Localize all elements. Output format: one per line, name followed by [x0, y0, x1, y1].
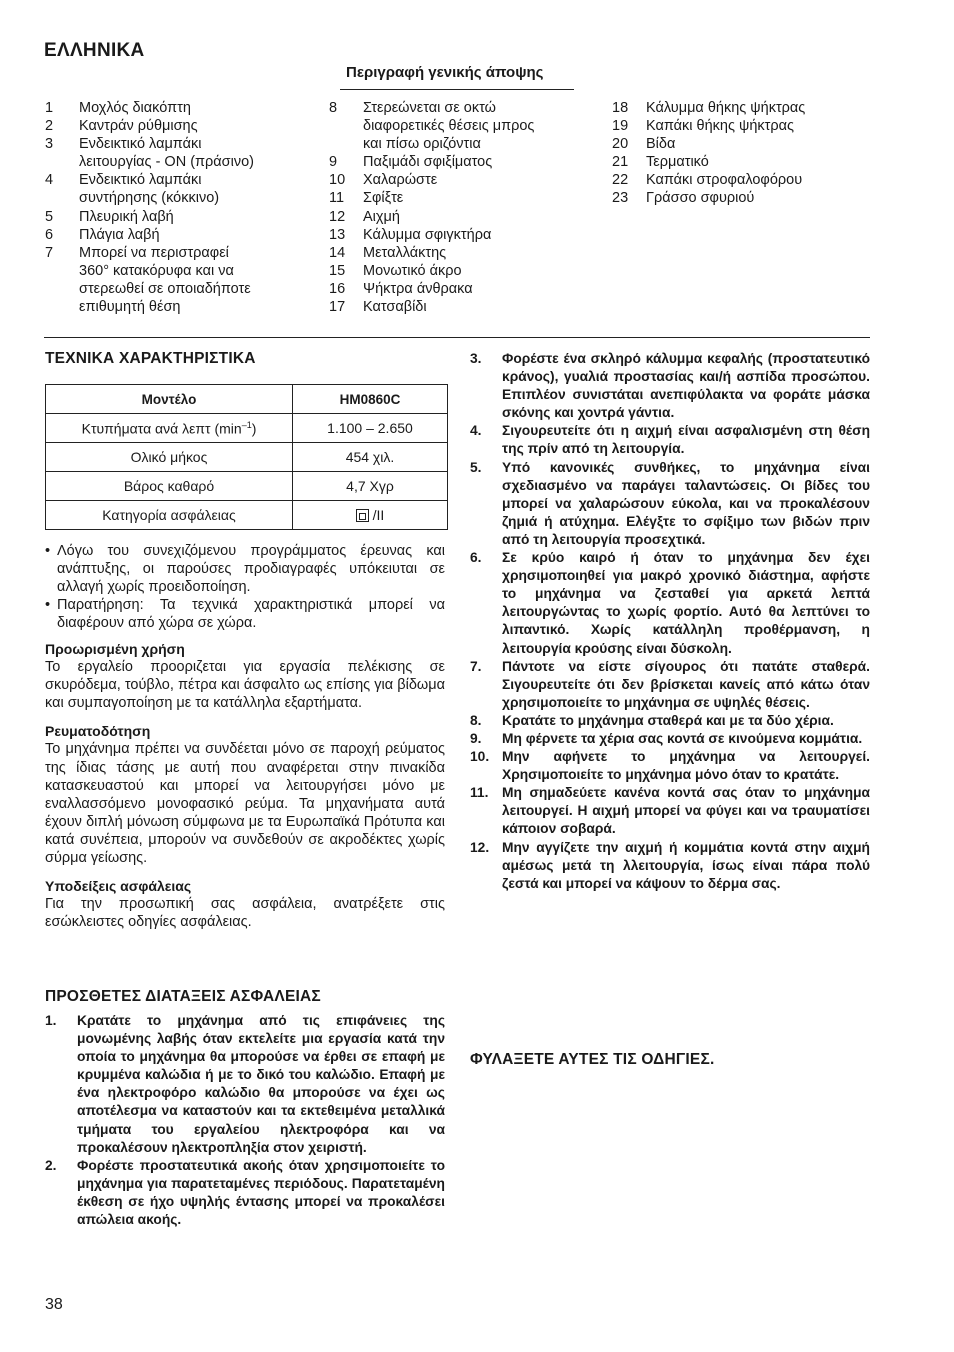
spec-value: /II [293, 501, 448, 530]
part-label [646, 171, 892, 189]
safety-rule [470, 839, 870, 893]
part-label-line: Στερεώνεται σε οκτώ [363, 100, 496, 116]
part-label-line: Γράσσο σφυριού [646, 190, 755, 207]
specifications-heading: ΤΕΧΝΙΚΑ ΧΑΡΑΚΤΗΡΙΣΤΙΚΑ [45, 350, 256, 367]
part-item [45, 244, 315, 316]
intended-use-text: Το εργαλείο προοριζεται για εργασία πελέκισης σε σκυρόδεμα, τούβλο, πέτρα και άσφαλτο ως επίσης για βίδωμα και συμπαγοποίηση με τα κατάλληλα εξαρτήματα. [45, 659, 445, 712]
safety-rule-text: Μη σημαδεύετε κανένα κοντά σας όταν το μηχάνημα λειτουργεί. Η αιχμή μπορεί να φύγει και να τραυματίσει κάποιον σοβαρά. [502, 785, 870, 837]
spec-note: • Λόγω του συνεχιζόμενου προγράμματος έρευνας και ανάπτυξης, οι παρούσες προδιαγραφές υπόκειυται σε αλλαγή χωρίς προειδοποίηση. [45, 543, 445, 596]
safety-rule [45, 1012, 445, 1157]
part-number: 14 [329, 244, 346, 261]
part-label [363, 262, 599, 280]
part-item [45, 135, 315, 171]
safety-tips-heading: Υποδείξεις ασφάλειας [45, 878, 192, 895]
part-number: 11 [329, 190, 345, 207]
safety-rules-left [45, 1012, 445, 1229]
part-item [612, 99, 892, 117]
safety-rule [470, 658, 870, 712]
part-number: 5 [45, 208, 54, 225]
safety-rule-number: 6. [470, 550, 482, 566]
part-label [363, 99, 599, 153]
part-number: 15 [329, 262, 346, 279]
info-sections [45, 640, 445, 931]
part-label [363, 171, 599, 189]
part-label [646, 153, 892, 171]
specifications-table [45, 384, 448, 530]
part-label [363, 280, 599, 298]
part-number: 1 [45, 100, 54, 116]
part-label-line: Μονωτικό άκρο [363, 262, 462, 279]
spec-header-label: Μοντέλο [46, 385, 293, 414]
spec-notes [45, 542, 445, 632]
part-number: 6 [45, 226, 54, 243]
part-label-line: Ενδεικτικό λαμπάκι [79, 172, 202, 189]
safety-rules-right [470, 350, 870, 893]
part-number: 21 [612, 154, 629, 171]
page-number: 38 [45, 1296, 63, 1313]
part-label [363, 208, 599, 226]
safety-tips-text: Για την προσωπική σας ασφάλεια, ανατρέξετε στις εσώκλειστες οδηγίες ασφάλειας. [45, 896, 445, 931]
part-label-line: λειτουργίας - ΟΝ (πράσινο) [79, 154, 254, 171]
part-label [79, 135, 315, 171]
part-item [329, 171, 599, 189]
part-item [45, 208, 315, 226]
part-label [363, 189, 599, 207]
safety-rule-number: 10. [470, 749, 490, 765]
part-label-line: Πλάγια λαβή [79, 226, 160, 243]
language-heading: ΕΛΛΗΝΙΚΑ [44, 40, 145, 61]
safety-rule [470, 748, 870, 784]
double-insulation-icon [356, 509, 369, 522]
part-label [363, 244, 599, 262]
part-number: 8 [329, 100, 338, 116]
part-label-line: Καπάκι στροφαλοφόρου [646, 172, 803, 189]
part-item [45, 226, 315, 244]
overview-title: Περιγραφή γενικής άποψης [346, 64, 544, 81]
part-item [329, 298, 599, 316]
spec-label: Κατηγορία ασφάλειας [46, 501, 293, 530]
part-item [329, 189, 599, 207]
safety-rule-number: 4. [470, 423, 482, 439]
part-item [45, 117, 315, 135]
spec-label: Βάρος καθαρό [46, 472, 293, 501]
part-number: 4 [45, 172, 54, 189]
part-number: 19 [612, 118, 629, 135]
power-supply-text: Το μηχάνημα πρέπει να συνδέεται μόνο σε παροχή ρεύματος της ίδιας τάσης με αυτή που αναφέρεται στην πινακίδα κατασκευαστού και μπορεί να λειτουργήσει μόνο με εναλλασσόμενο μονοφασικό ρεύμα. Τα μηχανήματα αυτά έχουν διπλή μόνωση σύμφωνα με τα Ευρωπαϊκά Πρότυπα και κατά συνέπεια, μπορούν να συνδεθούν σε ακροδέκτες χωρίς σύρμα γείωσης. [45, 741, 445, 867]
safety-rule-number: 7. [470, 658, 482, 674]
spec-value: 4,7 Χγρ [293, 472, 448, 501]
parts-list-column-2 [329, 99, 599, 316]
safety-rule [470, 549, 870, 658]
safety-rule-text: Μην αγγίζετε την αιχμή ή κομμάτια κοντά στην αιχμή αμέσως μετά τη λλειτουργία, ίσως είναι πάρα πολύ ζεστά και μπορεί να κάψουν το δέρμα σας. [502, 839, 870, 891]
part-label-line: Ψήκτρα άνθρακα [363, 280, 473, 297]
part-label [363, 153, 599, 171]
part-label [79, 171, 315, 207]
safety-rule-text: Υπό κανονικές συνθήκες, το μηχάνημα είναι σχεδιασμένο να παράγει ταλαντώσεις. Οι βίδες του μπορεί να χαλαρώσουν εύκολα, και να προκαλέσουν ζημιά ή ατύχημα. Ελέγξτε το σφίξιμο των βιδών πριν από τη λειτουργία προσεχτικά. [502, 459, 870, 547]
spec-label: Κτυπήματα ανά λεπτ $(\min^{-1})$ [46, 414, 293, 443]
part-label-line: στερεωθεί σε οποιαδήποτε [79, 280, 251, 297]
part-number: 23 [612, 190, 629, 207]
part-label [646, 135, 892, 153]
safety-rule-text: Σε κρύο καιρό ή όταν το μηχάνημα δεν έχει χρησιμοποιηθεί για μακρό χρονικό διάστημα, αφήστε το μηχάνημα να ζεσταθεί για αρκετά λεπτά λειτουργώντας το χωρίς φορτίο. Αυτό θα λεπτύνει το λιπαντικό. Χωρίς κατάλληλη προθέρμανση, η λειτουργία κρούσης είναι δύσκολη. [502, 550, 870, 656]
part-label-line: Πλευρική λαβή [79, 208, 174, 225]
part-label-line: Τερματικό [646, 154, 709, 171]
part-item [329, 226, 599, 244]
power-supply-heading: Ρευματοδότηση [45, 723, 151, 740]
part-number: 18 [612, 100, 629, 116]
spec-row [46, 501, 448, 530]
safety-rule-text: Μην αφήνετε το μηχάνημα να λειτουργεί. Χρησιμοποιείτε το μηχάνημα μόνο όταν το κρατάτε. [502, 749, 870, 783]
part-label [646, 117, 892, 135]
section-divider [44, 337, 870, 338]
part-number: 13 [329, 226, 346, 243]
part-label [79, 244, 315, 316]
spec-header-row [46, 385, 448, 414]
spec-header-model: HM0860C [293, 385, 448, 414]
part-item [329, 262, 599, 280]
part-number: 17 [329, 299, 346, 316]
part-label [79, 226, 315, 244]
part-label-line: Κατσαβίδι [363, 299, 427, 316]
part-number: 9 [329, 154, 338, 171]
part-item [329, 208, 599, 226]
safety-rule-number: 3. [470, 351, 482, 366]
part-number: 12 [329, 208, 346, 225]
part-number: 2 [45, 118, 54, 135]
safety-rule-number: 11. [470, 785, 489, 801]
spec-label: Ολικό μήκος [46, 443, 293, 472]
safety-rule [470, 350, 870, 422]
part-label-line: και πίσω οριζόντια [363, 136, 481, 153]
part-label-line: Μπορεί να περιστραφεί [79, 244, 229, 261]
part-item [45, 99, 315, 117]
safety-rule-number: 9. [470, 730, 482, 746]
part-label-line: Μεταλλάκτης [363, 244, 447, 261]
part-label-line: Καντράν ρύθμισης [79, 118, 198, 135]
overview-title-underline [340, 89, 574, 90]
safety-rule [470, 784, 870, 838]
part-label-line: Μοχλός διακόπτη [79, 100, 191, 116]
spec-row [46, 443, 448, 472]
safety-rule-text: Μη φέρνετε τα χέρια σας κοντά σε κινούμενα κομμάτια. [502, 730, 863, 746]
part-label-line: επιθυμητή θέση [79, 299, 181, 316]
additional-safety-heading: ΠΡΟΣΘΕΤΕΣ ΔΙΑΤΑΞΕΙΣ ΑΣΦΑΛΕΙΑΣ [45, 988, 321, 1005]
part-number: 10 [329, 172, 346, 189]
save-instructions: ΦΥΛΑΞΕΤΕ ΑΥΤΕΣ ΤΙΣ ΟΔΗΓΙΕΣ. [470, 1051, 715, 1068]
part-label-line: διαφορετικές θέσεις μπρος [363, 118, 535, 135]
safety-rule-number: 2. [45, 1157, 57, 1173]
part-number: 20 [612, 136, 629, 153]
part-label [363, 226, 599, 244]
spec-value: 1.100 – 2.650 [293, 414, 448, 443]
safety-rule-text: Φορέστε ένα σκληρό κάλυμμα κεφαλής (προστατευτικό κράνος), γυαλιά προστασίας και/ή ασπίδα προσώπου. Επιπλέον συνιστάται ανεπιφύλακτα να φοράτε μάσκα σκόνης και χοντρά γάντια. [502, 351, 870, 421]
part-number: 3 [45, 136, 54, 153]
spec-note: • Παρατήρηση: Τα τεχνικά χαρακτηριστικά μπορεί να διαφέρουν από χώρα σε χώρα. [45, 597, 445, 632]
parts-list-column-3 [612, 99, 892, 208]
part-label-line: Κάλυμμα σφιγκτήρα [363, 226, 492, 243]
part-label-line: Αιχμή [363, 208, 400, 225]
part-label-line: 360° κατακόρυφα και να [79, 262, 234, 279]
part-item [612, 153, 892, 171]
part-item [329, 244, 599, 262]
part-label [646, 99, 892, 117]
part-label [79, 99, 315, 117]
safety-rule-number: 12. [470, 839, 490, 855]
safety-rule-text: Φορέστε προστατευτικά ακοής όταν χρησιμοποιείτε το μηχάνημα για παρατεταμένες περιόδους. Παρατεταμένη έκθεση σε ήχο υψηλής έντασης μπορεί να προκαλέσει απώλεια ακοής. [77, 1157, 445, 1228]
safety-rule-text: Κρατάτε το μηχάνημα από τις επιφάνειες της μονωμένης λαβής όταν εκτελείτε μια εργασία κατά την οποία το μηχάνημα θα μπορούσε να έρθει σε επαφή με κρυμμένα καλώδια ή με το δικό του καλώδιο. Επαφή με ένα ηλεκτροφόρο καλώδιο θα μπορούσε να έχει ως αποτέλεσμα να καταστούν και τα εκτεθειμένα μεταλλικά τμήματα του εργαλείου ηλεκτροφόρα και να προκαλέσουν ηλεκτροπληξία στον χειριστή. [77, 1013, 445, 1155]
part-item [612, 135, 892, 153]
part-item [329, 280, 599, 298]
intended-use-heading: Προωρισμένη χρήση [45, 641, 185, 657]
part-label-line: Ενδεικτικό λαμπάκι [79, 136, 202, 153]
part-item [329, 99, 599, 153]
part-label [79, 117, 315, 135]
part-label [363, 298, 599, 316]
part-number: 22 [612, 172, 629, 189]
safety-rule [470, 459, 870, 549]
spec-value: 454 χιλ. [293, 443, 448, 472]
part-item [329, 153, 599, 171]
safety-rule-text: Κρατάτε το μηχάνημα σταθερά και με τα δύο χέρια. [502, 712, 834, 728]
part-number: 7 [45, 244, 54, 261]
safety-rule-number: 8. [470, 712, 482, 728]
part-item [612, 189, 892, 207]
safety-rule-number: 1. [45, 1013, 57, 1028]
part-label [79, 208, 315, 226]
safety-rule [45, 1157, 445, 1229]
spec-row [46, 414, 448, 443]
part-number: 16 [329, 280, 346, 297]
part-label-line: συντήρησης (κόκκινο) [79, 190, 220, 207]
safety-rule-text: Σιγουρευτείτε ότι η αιχμή είναι ασφαλισμένη στη θέση της πρίν από τη λειτουργία. [502, 423, 870, 457]
part-label-line: Σφίξτε [363, 190, 404, 207]
part-label-line: Χαλαρώστε [363, 172, 438, 189]
parts-list-column-1 [45, 99, 315, 316]
safety-rule-number: 5. [470, 459, 482, 475]
spec-row [46, 472, 448, 501]
safety-rule [470, 422, 870, 458]
part-label-line: Κάλυμμα θήκης ψήκτρας [646, 100, 806, 116]
part-label-line: Καπάκι θήκης ψήκτρας [646, 118, 795, 135]
safety-rule [470, 712, 870, 730]
safety-rule [470, 730, 870, 748]
part-label [646, 189, 892, 207]
part-label-line: Βίδα [646, 136, 676, 153]
part-item [612, 117, 892, 135]
safety-rule-text: Πάντοτε να είστε σίγουρος ότι πατάτε σταθερά. Σιγουρευτείτε ότι δεν βρίσκεται κανείς από κάτω όταν χρησιμοποιείτε το μηχάνημα σε υψηλές θέσεις. [502, 658, 870, 710]
part-label-line: Παξιμάδι σφιξίματος [363, 154, 493, 171]
part-item [45, 171, 315, 207]
part-item [612, 171, 892, 189]
